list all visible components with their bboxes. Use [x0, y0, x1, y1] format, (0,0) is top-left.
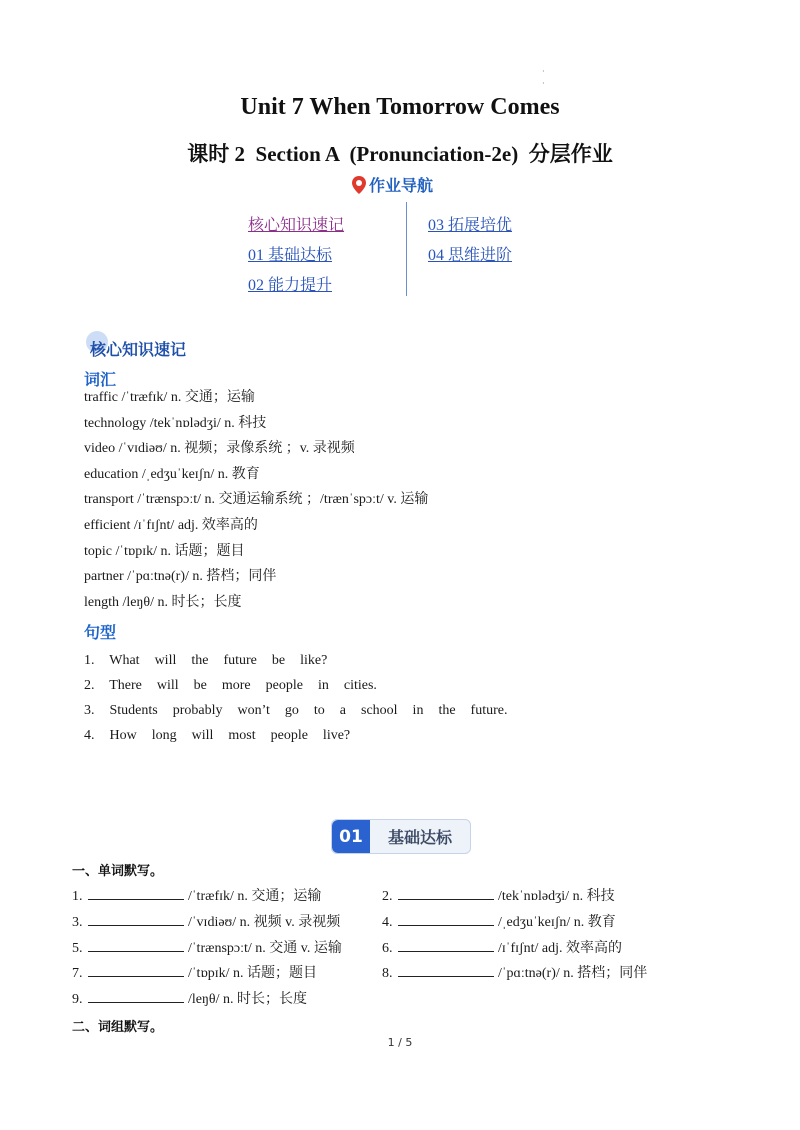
vocab-item: education /ˌedʒuˈkeɪʃn/ n. 教育: [84, 466, 260, 482]
sentence-heading: 句型: [84, 623, 117, 642]
sentence-item: 3. Students probably won’t go to a school in the future.: [84, 703, 508, 718]
document-title: Unit 7 When Tomorrow Comes: [240, 94, 560, 120]
answer-blank[interactable]: [398, 913, 494, 926]
answer-blank[interactable]: [88, 939, 184, 952]
answer-blank[interactable]: [398, 939, 494, 952]
vocab-item: partner /ˈpɑːtnə(r)/ n. 搭档；同伴: [84, 569, 277, 585]
sentence-list: [84, 648, 507, 748]
vocab-heading: 词汇: [84, 370, 117, 389]
basic-section-badge: [331, 819, 471, 854]
vocab-item: video /ˈvɪdiəʊ/ n. 视频；录像系统 ；v. 录视频: [84, 441, 355, 457]
vocab-list: [84, 385, 428, 615]
answer-blank[interactable]: [88, 990, 184, 1003]
answer-blank[interactable]: [88, 887, 184, 900]
badge-number: 01: [332, 820, 370, 853]
exercise-item: 1. /ˈtræfɪk/ n. 交通；运输: [72, 889, 322, 904]
decorative-dots: · ·: [542, 67, 545, 88]
nav-link-ability[interactable]: 02 能力提升: [248, 277, 333, 294]
homework-navigation: [248, 208, 548, 296]
nav-link-core[interactable]: 核心知识速记: [248, 217, 345, 234]
document-subtitle: 课时 2 Section A (Pronunciation-2e) 分层作业: [187, 142, 613, 166]
vocab-item: length /leŋθ/ n. 时长；长度: [84, 594, 242, 610]
exercise-item: 9. /leŋθ/ n. 时长；长度: [72, 992, 308, 1007]
part2-heading: 二、词组默写。: [72, 1020, 164, 1035]
nav-link-extend[interactable]: 03 拓展培优: [428, 217, 513, 234]
vocab-item: transport /ˈtrænspɔːt/ n. 交通运输系统 ；/trænˈspɔːt/ v. 运输: [84, 492, 429, 508]
nav-heading: [352, 173, 433, 196]
exercise-item: 5. /ˈtrænspɔːt/ n. 交通 v. 运输: [72, 941, 342, 956]
nav-link-thinking[interactable]: 04 思维进阶: [428, 247, 513, 264]
page-number: 1 / 5: [387, 1036, 413, 1049]
part1-heading: 一、单词默写。: [72, 864, 164, 879]
answer-blank[interactable]: [88, 964, 184, 977]
exercise-item: 8. /ˈpɑːtnə(r)/ n. 搭档；同伴: [382, 966, 648, 981]
sentence-item: 2. There will be more people in cities.: [84, 678, 377, 693]
sentence-item: 1. What will the future be like?: [84, 653, 328, 668]
core-section-heading: 核心知识速记: [90, 337, 186, 360]
exercise-item: 7. /ˈtɒpɪk/ n. 话题；题目: [72, 966, 318, 981]
exercise-item: 4. /ˌedʒuˈkeɪʃn/ n. 教育: [382, 915, 616, 930]
badge-label: 基础达标: [387, 828, 452, 847]
vocab-item: traffic /ˈtræfɪk/ n. 交通；运输: [84, 390, 255, 405]
vocab-item: topic /ˈtɒpɪk/ n. 话题；题目: [84, 543, 245, 559]
answer-blank[interactable]: [398, 964, 494, 977]
vocab-item: efficient /ɪˈfɪʃnt/ adj. 效率高的: [84, 517, 258, 533]
location-pin-icon: [352, 176, 366, 194]
nav-divider: [406, 202, 407, 296]
exercise-item: 3. /ˈvɪdiəʊ/ n. 视频 v. 录视频: [72, 915, 341, 930]
nav-heading-label: 作业导航: [369, 176, 434, 195]
nav-link-basic[interactable]: 01 基础达标: [248, 247, 333, 264]
answer-blank[interactable]: [88, 913, 184, 926]
exercise-item: 2. /tekˈnɒlədʒi/ n. 科技: [382, 889, 615, 904]
answer-blank[interactable]: [398, 887, 494, 900]
sentence-item: 4. How long will most people live?: [84, 728, 351, 743]
exercise-item: 6. /ɪˈfɪʃnt/ adj. 效率高的: [382, 941, 623, 956]
vocab-item: technology /tekˈnɒlədʒi/ n. 科技: [84, 415, 267, 431]
